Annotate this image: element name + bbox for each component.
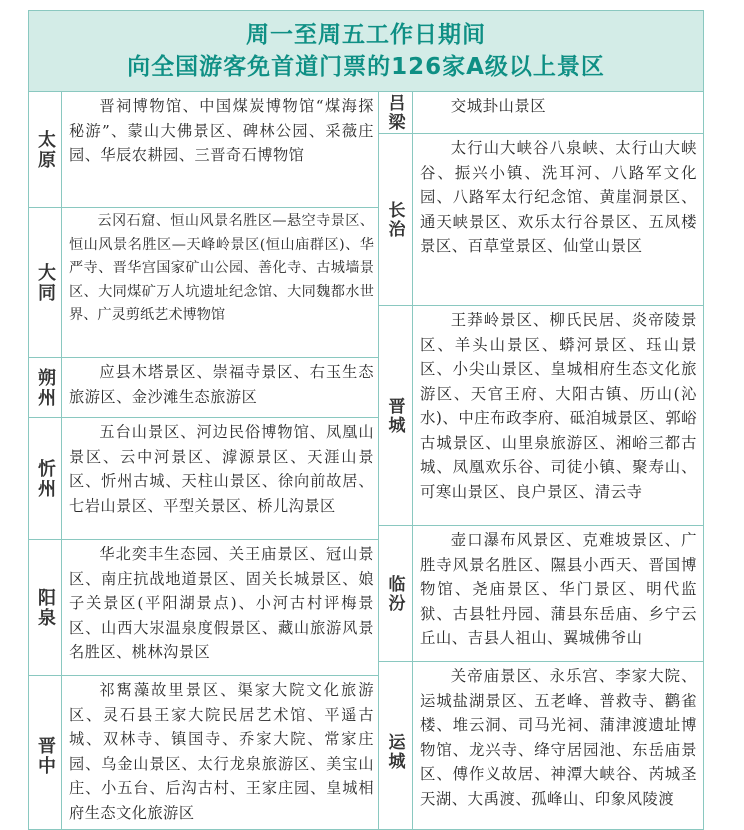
spot-list: 华北奕丰生态园、关王庙景区、冠山景区、南庄抗战地道景区、固关长城景区、娘子关景区(平阳湖景点)、小河古村评梅景区、山西大汖温泉度假景区、藏山旅游风景名胜区、桃林沟景区 — [69, 545, 374, 661]
spot-list: 关帝庙景区、永乐宫、李家大院、运城盐湖景区、五老峰、普救寺、鹳雀楼、堆云洞、司马光祠、蒲津渡遗址博物馆、龙兴寺、绛守居园池、东岳庙景区、傅作义故居、神潭大峡谷、芮城圣天湖、大禹渡、孤峰山、印象风陵渡 — [420, 667, 697, 808]
table-row — [378, 526, 703, 662]
table-row — [29, 676, 378, 830]
table-row — [378, 134, 703, 306]
table-row — [29, 540, 378, 676]
spot-list: 云冈石窟、恒山风景名胜区—悬空寺景区、恒山风景名胜区—天峰岭景区(恒山庙群区)、华严寺、晋华宫国家矿山公园、善化寺、古城墙景区、大同煤矿万人坑遗址纪念馆、大同魏都水世界、广灵剪纸艺术博物馆 — [69, 213, 374, 323]
table-row — [29, 208, 378, 358]
spot-list: 交城卦山景区 — [450, 97, 547, 115]
spot-list: 五台山景区、河边民俗博物馆、凤凰山景区、云中河景区、滹源景区、天涯山景区、忻州古城、天柱山景区、徐向前故居、七岩山景区、平型关景区、桥儿沟景区 — [69, 423, 374, 515]
city-name: 阳泉 — [29, 540, 62, 675]
city-name: 忻州 — [29, 418, 62, 539]
spot-list: 壶口瀑布风景区、克难坡景区、广胜寺风景名胜区、隰县小西天、晋国博物馆、尧庙景区、华门景区、明代监狱、古县牡丹园、蒲县东岳庙、乡宁云丘山、吉县人祖山、翼城佛爷山 — [420, 531, 697, 647]
right-column — [378, 92, 703, 830]
table-header — [29, 11, 703, 92]
table-row — [378, 662, 703, 830]
city-name: 临汾 — [378, 526, 413, 661]
spot-list: 祁寯藻故里景区、渠家大院文化旅游区、灵石县王家大院民居艺术馆、平遥古城、双林寺、镇国寺、乔家大院、常家庄园、乌金山景区、太行龙泉旅游区、美宝山庄、小五台、后沟古村、王家庄园、皇城相府生态文化旅游区 — [69, 681, 374, 822]
spot-list: 晋祠博物馆、中国煤炭博物馆“煤海探秘游”、蒙山大佛景区、碑林公园、采薇庄园、华辰农耕园、三晋奇石博物馆 — [69, 97, 374, 164]
spot-list: 应县木塔景区、崇福寺景区、右玉生态旅游区、金沙滩生态旅游区 — [69, 363, 374, 406]
attractions-table — [28, 10, 704, 830]
city-name: 晋中 — [29, 676, 62, 830]
spot-list: 太行山大峡谷八泉峡、太行山大峡谷、振兴小镇、洗耳河、八路军文化园、八路军太行纪念馆、黄崖洞景区、通天峡景区、欢乐太行谷景区、五凤楼景区、百草堂景区、仙堂山景区 — [420, 139, 697, 255]
table-row — [29, 358, 378, 418]
city-name: 运城 — [378, 662, 413, 830]
left-column — [29, 92, 379, 830]
table-row — [378, 92, 703, 134]
city-name: 朔州 — [29, 358, 62, 417]
city-name: 大同 — [29, 208, 62, 357]
table-row — [29, 418, 378, 540]
city-name: 吕梁 — [378, 92, 413, 133]
city-name: 太原 — [29, 92, 62, 207]
spot-list: 王莽岭景区、柳氏民居、炎帝陵景区、羊头山景区、蟒河景区、珏山景区、小尖山景区、皇城相府生态文化旅游区、天官王府、大阳古镇、历山(沁水)、中庄布政李府、砥洎城景区、郭峪古城景区、山里泉旅游区、湘峪三都古城、凤凰欢乐谷、司徒小镇、聚寿山、可寒山景区、良户景区、清云寺 — [420, 311, 697, 501]
table-row — [378, 306, 703, 526]
header-title-line1: 周一至周五工作日期间 — [246, 22, 486, 48]
table-row — [29, 92, 378, 208]
city-name: 晋城 — [378, 306, 413, 525]
header-title-line2: 向全国游客免首道门票的126家A级以上景区 — [127, 54, 605, 80]
city-name: 长治 — [378, 134, 413, 305]
